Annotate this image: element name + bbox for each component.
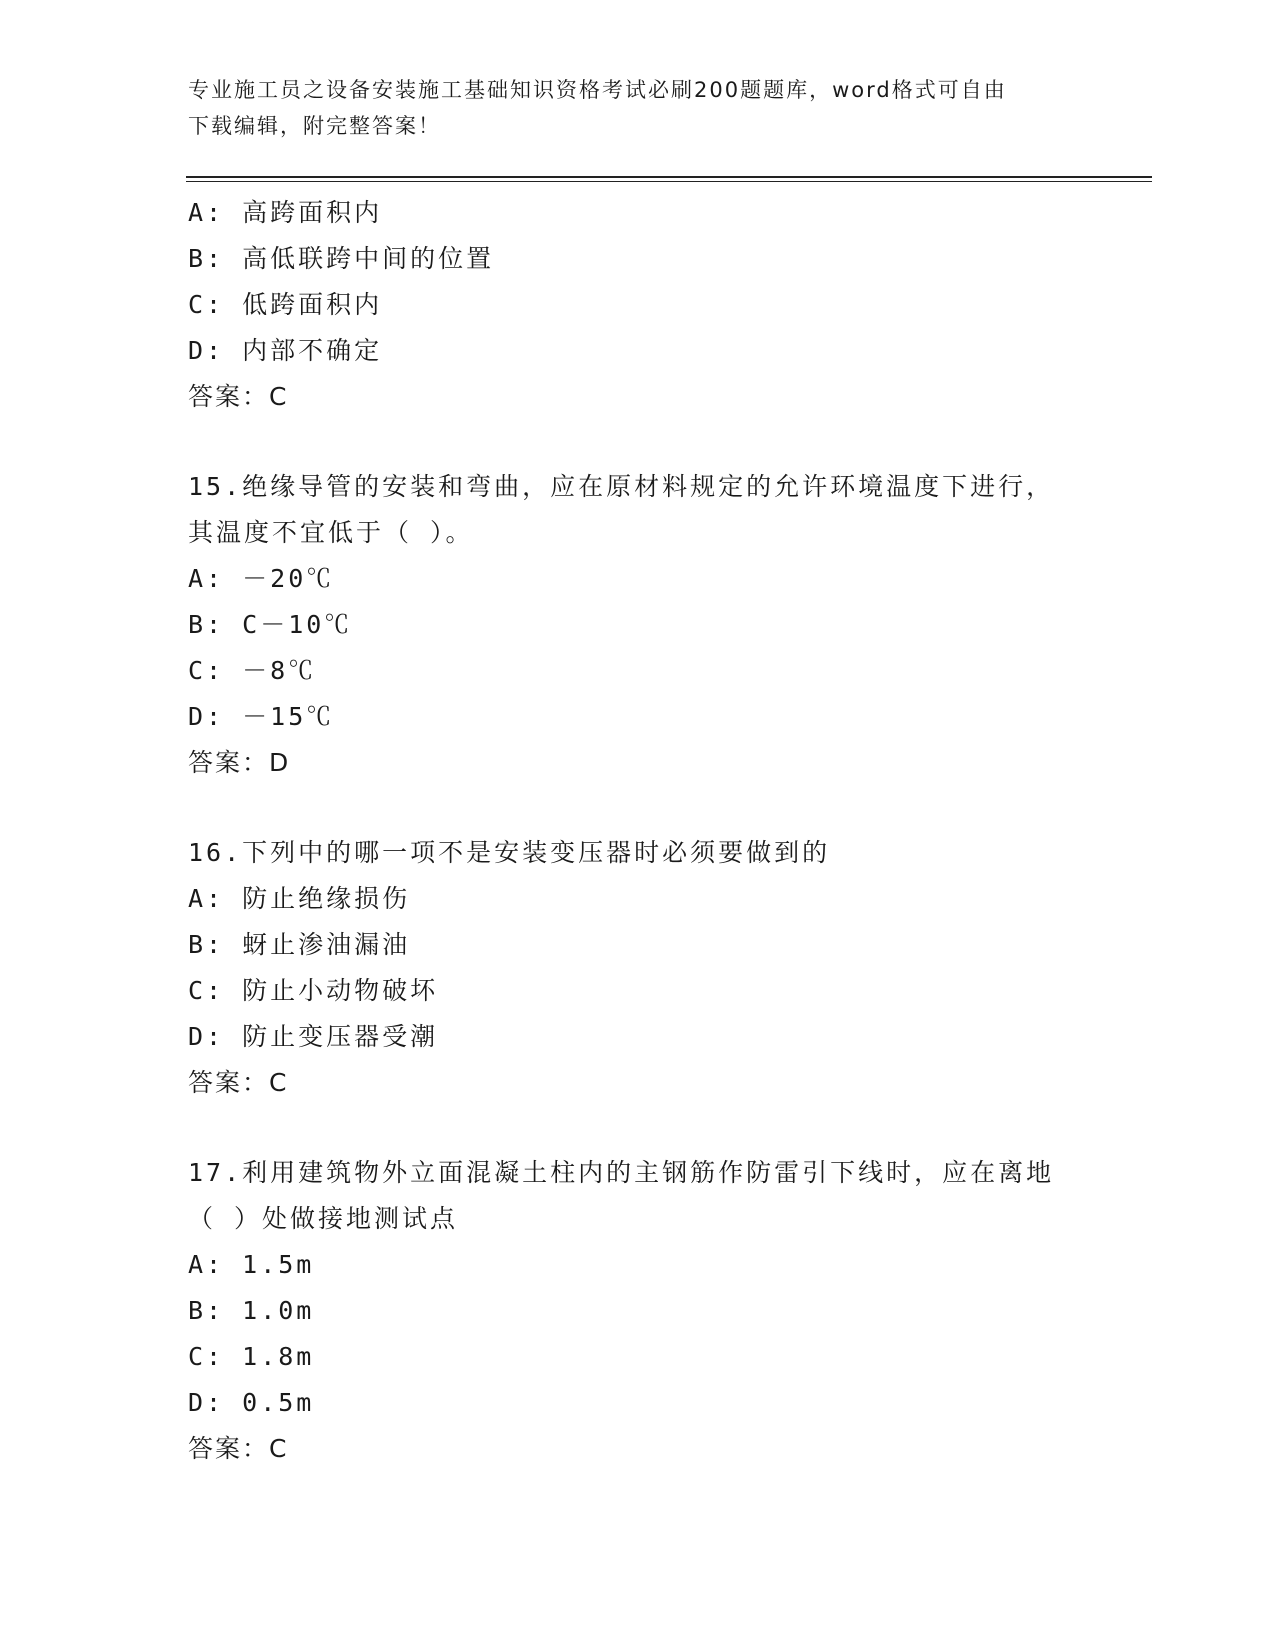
option-c: C: －8℃ bbox=[188, 656, 317, 685]
answer: 答案：D bbox=[188, 748, 291, 777]
question-17 bbox=[188, 1150, 1128, 1472]
option-c: C: 低跨面积内 bbox=[188, 290, 383, 319]
header-rule-thin bbox=[186, 181, 1152, 182]
answer: 答案：C bbox=[188, 382, 289, 411]
question-stem bbox=[188, 1150, 1088, 1242]
question-stem bbox=[188, 464, 1088, 556]
question-14 bbox=[188, 190, 1128, 420]
option-d: D: 内部不确定 bbox=[188, 336, 383, 365]
answer: 答案：C bbox=[188, 1434, 289, 1463]
question-stem-line-1: 17.利用建筑物外立面混凝土柱内的主钢筋作防雷引下线时，应在离地 bbox=[188, 1158, 1055, 1187]
header-rule-thick bbox=[186, 176, 1152, 178]
option-d: D: 0.5m bbox=[188, 1388, 315, 1417]
question-stem bbox=[188, 830, 1088, 876]
question-list bbox=[188, 190, 1128, 1472]
option-d: D: －15℃ bbox=[188, 702, 335, 731]
spacer bbox=[188, 1106, 1128, 1150]
header-line-1: 专业施工员之设备安装施工基础知识资格考试必刷200题题库，word格式可自由 bbox=[188, 78, 1007, 102]
header-line-2: 下载编辑，附完整答案！ bbox=[188, 114, 441, 138]
question-15 bbox=[188, 464, 1128, 786]
spacer bbox=[188, 420, 1128, 464]
option-b: B: C－10℃ bbox=[188, 610, 353, 639]
option-a: A: 1.5m bbox=[188, 1250, 315, 1279]
option-a: A: －20℃ bbox=[188, 564, 335, 593]
question-stem-line-2: 其温度不宜低于（ ）。 bbox=[188, 518, 474, 547]
question-16 bbox=[188, 830, 1128, 1106]
option-d: D: 防止变压器受潮 bbox=[188, 1022, 439, 1051]
option-c: C: 1.8m bbox=[188, 1342, 315, 1371]
question-stem-line-1: 15.绝缘导管的安装和弯曲，应在原材料规定的允许环境温度下进行， bbox=[188, 472, 1055, 501]
option-b: B: 蚜止渗油漏油 bbox=[188, 930, 411, 959]
option-c: C: 防止小动物破坏 bbox=[188, 976, 439, 1005]
option-b: B: 1.0m bbox=[188, 1296, 315, 1325]
option-a: A: 防止绝缘损伤 bbox=[188, 884, 411, 913]
document-header bbox=[188, 72, 1088, 144]
question-stem-line-1: 16.下列中的哪一项不是安装变压器时必须要做到的 bbox=[188, 838, 831, 867]
option-a: A: 高跨面积内 bbox=[188, 198, 383, 227]
option-b: B: 高低联跨中间的位置 bbox=[188, 244, 495, 273]
question-stem-line-2: （ ）处做接地测试点 bbox=[188, 1204, 459, 1233]
answer: 答案：C bbox=[188, 1068, 289, 1097]
spacer bbox=[188, 786, 1128, 830]
